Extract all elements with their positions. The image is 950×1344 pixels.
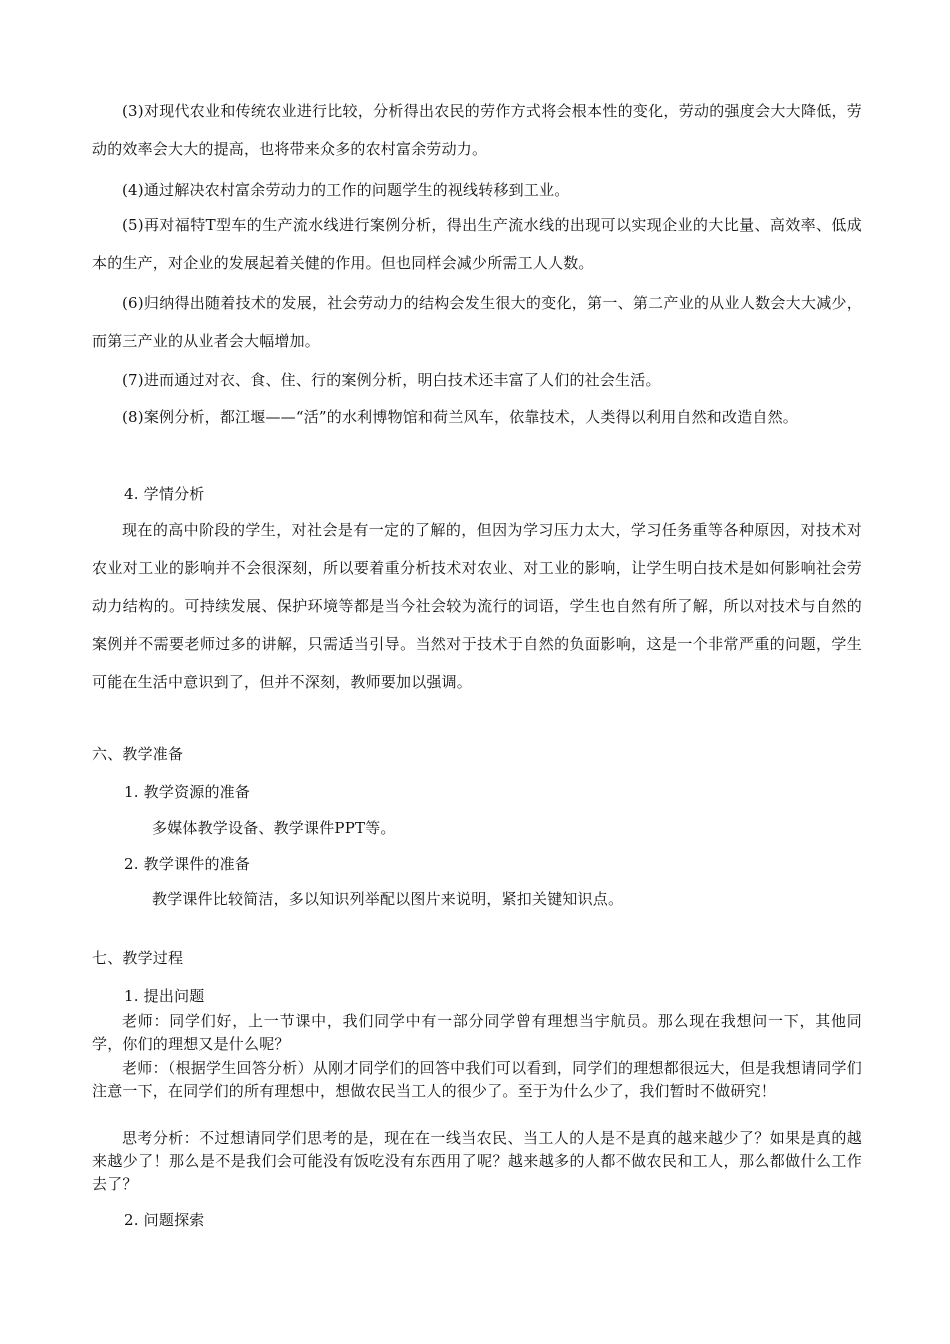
section-6-item-1-body: 多媒体教学设备、教学课件PPT等。 xyxy=(152,819,396,837)
paragraph-4: (4)通过解决农村富余劳动力的工作的问题学生的视线转移到工业。 xyxy=(122,181,570,199)
section-7-item-2-title: 2. 问题探索 xyxy=(124,1211,205,1229)
section-6-item-2-body: 教学课件比较简洁，多以知识列举配以图片来说明，紧扣关键知识点。 xyxy=(152,890,624,908)
paragraph-5: (5)再对福特T型车的生产流水线进行案例分析，得出生产流水线的出现可以实现企业的大比量、高效率、低成本的生产，对企业的发展起着关健的作用。但也同样会减少所需工人人数。 xyxy=(92,216,862,272)
section-7-title: 七、教学过程 xyxy=(92,949,184,967)
section-6-item-1-title: 1. 教学资源的准备 xyxy=(124,783,251,801)
section-6-title: 六、教学准备 xyxy=(92,745,184,763)
teacher-remark-2: 老师：（根据学生回答分析）从刚才同学们的回答中我们可以看到，同学们的理想都很远大，但是我想请同学们注意一下，在同学们的所有理想中，想做农民当工人的很少了。至于为什么少了，我们暂时不做研究！ xyxy=(92,1059,862,1100)
paragraph-7: (7)进而通过对衣、食、住、行的案例分析，明白技术还丰富了人们的社会生活。 xyxy=(122,371,661,389)
teacher-remark-1: 老师：同学们好，上一节课中，我们同学中有一部分同学曾有理想当宇航员。那么现在我想问一下，其他同学，你们的理想又是什么呢？ xyxy=(92,1012,862,1053)
paragraph-6: (6)归纳得出随着技术的发展，社会劳动力的结构会发生很大的变化，第一、第二产业的从业人数会大大减少，而第三产业的从业者会大幅增加。 xyxy=(92,294,862,350)
paragraph-8: (8)案例分析，都江堰——“活”的水利博物馆和荷兰风车，依靠技术，人类得以利用自然和改造自然。 xyxy=(122,408,798,426)
section-4-title: 4. 学情分析 xyxy=(124,485,205,503)
section-6-item-2-title: 2. 教学课件的准备 xyxy=(124,855,251,873)
paragraph-3: (3)对现代农业和传统农业进行比较，分析得出农民的劳作方式将会根本性的变化，劳动的强度会大大降低，劳动的效率会大大的提高，也将带来众多的农村富余劳动力。 xyxy=(92,102,862,158)
section-4-body: 现在的高中阶段的学生，对社会是有一定的了解的，但因为学习压力太大，学习任务重等各种原因，对技术对农业对工业的影响并不会很深刻，所以要着重分析技术对农业、对工业的影响，让学生明白技术是如何影响社会劳动力结构的。可持续发展、保护环境等都是当今社会较为流行的词语，学生也自然有所了解，所以对技术与自然的案例并不需要老师过多的讲解，只需适当引导。当然对于技术于自然的负面影响，这是一个非常严重的问题，学生可能在生活中意识到了，但并不深刻，教师要加以强调。 xyxy=(92,521,862,691)
thinking-analysis: 思考分析：不过想请同学们思考的是，现在在一线当农民、当工人的人是不是真的越来越少了？如果是真的越来越少了！那么是不是我们会可能没有饭吃没有东西用了呢？越来越多的人都不做农民和工人，那么都做什么工作去了？ xyxy=(92,1129,862,1193)
section-7-item-1-title: 1. 提出问题 xyxy=(124,987,205,1005)
